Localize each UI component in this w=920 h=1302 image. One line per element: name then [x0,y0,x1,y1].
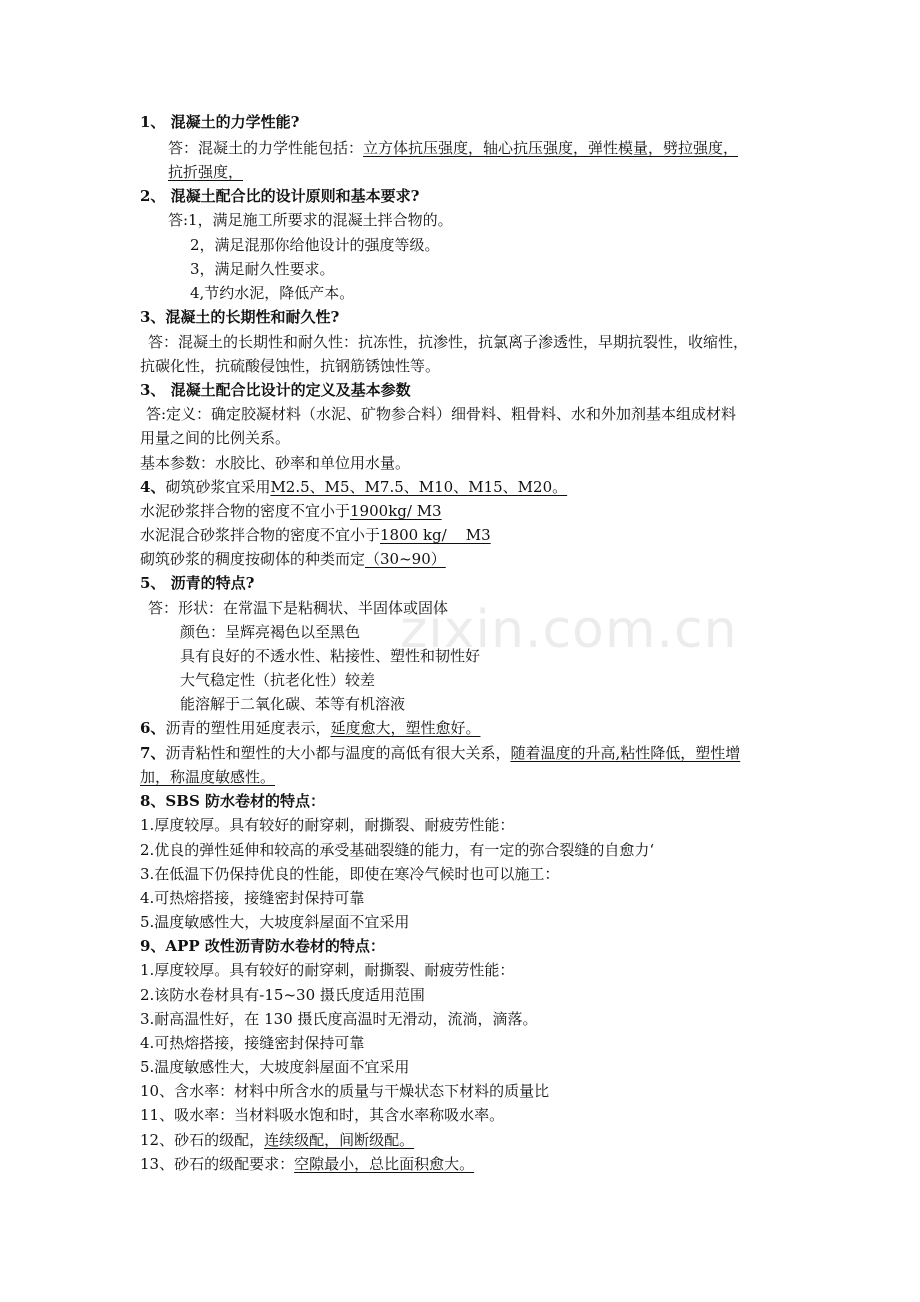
q3-answer-line2: 抗碳化性，抗硫酸侵蚀性，抗钢筋锈蚀性等。 [140,357,441,375]
q9-item: 3.耐高温性好，在 130 摄氏度高温时无滑动，流淌，滴落。 [140,1010,538,1028]
q9-item: 1.厚度较厚。具有较好的耐穿刺，耐撕裂、耐疲劳性能： [140,961,515,979]
q4-line2-underlined: 1900kg/ M3 [350,502,442,520]
q13-line [140,1152,790,1176]
q4-underlined: M2.5、M5、M7.5、M10、M15、M20。 [270,478,568,496]
q5-item: 能溶解于二氧化碳、苯等有机溶液 [180,695,406,713]
q3-answer-line1: 答：混凝土的长期性和耐久性：抗冻性，抗渗性，抗氯离子渗透性，早期抗裂性，收缩性， [148,333,749,351]
q4-line2-text: 水泥砂浆拌合物的密度不宜小于 [140,502,351,520]
q13-text: 13、砂石的级配要求： [140,1155,295,1173]
q4-line4 [140,547,790,571]
q4-line1 [140,475,790,499]
q4-number: 4、 [140,478,166,496]
q1-answer-line2 [168,160,818,184]
q12-underlined: 连续级配，间断级配。 [264,1131,415,1149]
q8-item: 2.优良的弹性延伸和较高的承受基础裂缝的能力，有一定的弥合裂缝的自愈力‘ [140,841,655,859]
q7-underlined: 随着温度的升高,粘性降低，塑性增 [510,744,741,762]
q9-item: 2.该防水卷材具有-15~30 摄氏度适用范围 [140,986,425,1004]
q8-item: 1.厚度较厚。具有较好的耐穿刺，耐撕裂、耐疲劳性能： [140,816,515,834]
q4-line4-text: 砌筑砂浆的稠度按砌体的种类而定 [140,550,366,568]
q7-line1 [140,741,790,765]
q13-underlined: 空隙最小，总比面积愈大。 [294,1155,475,1173]
q12-line [140,1128,790,1152]
q6-underlined: 延度愈大，塑性愈好。 [330,719,481,737]
q2-title: 2、 混凝土配合比的设计原则和基本要求? [140,187,420,205]
q1-title: 1、 混凝土的力学性能? [140,113,300,131]
q1-answer-line1 [168,136,818,160]
q5-item: 颜色：呈辉亮褐色以至黑色 [180,623,361,641]
q8-title: 8、SBS 防水卷材的特点： [140,792,326,810]
q3-title: 3、混凝土的长期性和耐久性? [140,308,340,326]
q2-item: 答:1，满足施工所要求的混凝土拌合物的。 [168,211,453,229]
q3b-title: 3、 混凝土配合比设计的定义及基本参数 [140,381,411,399]
q4-text: 砌筑砂浆宜采用 [165,478,271,496]
q5-item: 答：形状：在常温下是粘稠状、半固体或固体 [148,599,449,617]
q9-title: 9、APP 改性沥青防水卷材的特点： [140,937,385,955]
q5-item: 具有良好的不透水性、粘接性、塑性和韧性好 [180,647,481,665]
q2-item: 4,节约水泥，降低产本。 [190,284,355,302]
q6-text: 沥青的塑性用延度表示， [165,719,331,737]
q7-text: 沥青粘性和塑性的大小都与温度的高低有很大关系， [165,744,511,762]
q6-line [140,716,790,740]
q2-item: 3，满足耐久性要求。 [190,260,335,278]
q8-item: 5.温度敏感性大，大坡度斜屋面不宜采用 [140,913,410,931]
q11-line: 11、吸水率：当材料吸水饱和时，其含水率称吸水率。 [140,1106,505,1124]
q2-item: 2，满足混那你给他设计的强度等级。 [190,236,440,254]
q4-line3-text: 水泥混合砂浆拌合物的密度不宜小于 [140,526,381,544]
q8-item: 4.可热熔搭接，接缝密封保持可靠 [140,889,365,907]
q1-answer-prefix: 答：混凝土的力学性能包括： [168,139,364,157]
q10-line: 10、含水率：材料中所含水的质量与干燥状态下材料的质量比 [140,1082,550,1100]
q7-number: 7、 [140,744,166,762]
q5-item: 大气稳定性（抗老化性）较差 [180,671,376,689]
q5-title: 5、 沥青的特点? [140,574,255,592]
q7-line2 [140,765,790,789]
q1-answer-underlined-cont: 抗折强度， [168,163,244,181]
q4-line3 [140,523,790,547]
q7-underlined-cont: 加，称温度敏感性。 [140,768,276,786]
q8-item: 3.在低温下仍保持优良的性能，即使在寒冷气候时也可以施工： [140,865,560,883]
q1-answer-underlined: 立方体抗压强度，轴心抗压强度，弹性模量，劈拉强度， [363,139,739,157]
q4-line3-underlined: 1800 kg/ M3 [380,526,491,544]
q3b-answer-line2: 用量之间的比例关系。 [140,429,291,447]
watermark: zixin.com.cn [400,600,738,660]
q4-line2 [140,499,790,523]
q6-number: 6、 [140,719,166,737]
q9-item: 4.可热熔搭接，接缝密封保持可靠 [140,1034,365,1052]
q3b-answer-line1: 答:定义：确定胶凝材料（水泥、矿物参合料）细骨料、粗骨料、水和外加剂基本组成材料 [146,405,737,423]
q12-text: 12、砂石的级配， [140,1131,265,1149]
q9-item: 5.温度敏感性大，大坡度斜屋面不宜采用 [140,1058,410,1076]
q4-line4-underlined: （30~90） [365,550,446,568]
q3b-answer-line3: 基本参数：水胶比、砂率和单位用水量。 [140,454,411,472]
